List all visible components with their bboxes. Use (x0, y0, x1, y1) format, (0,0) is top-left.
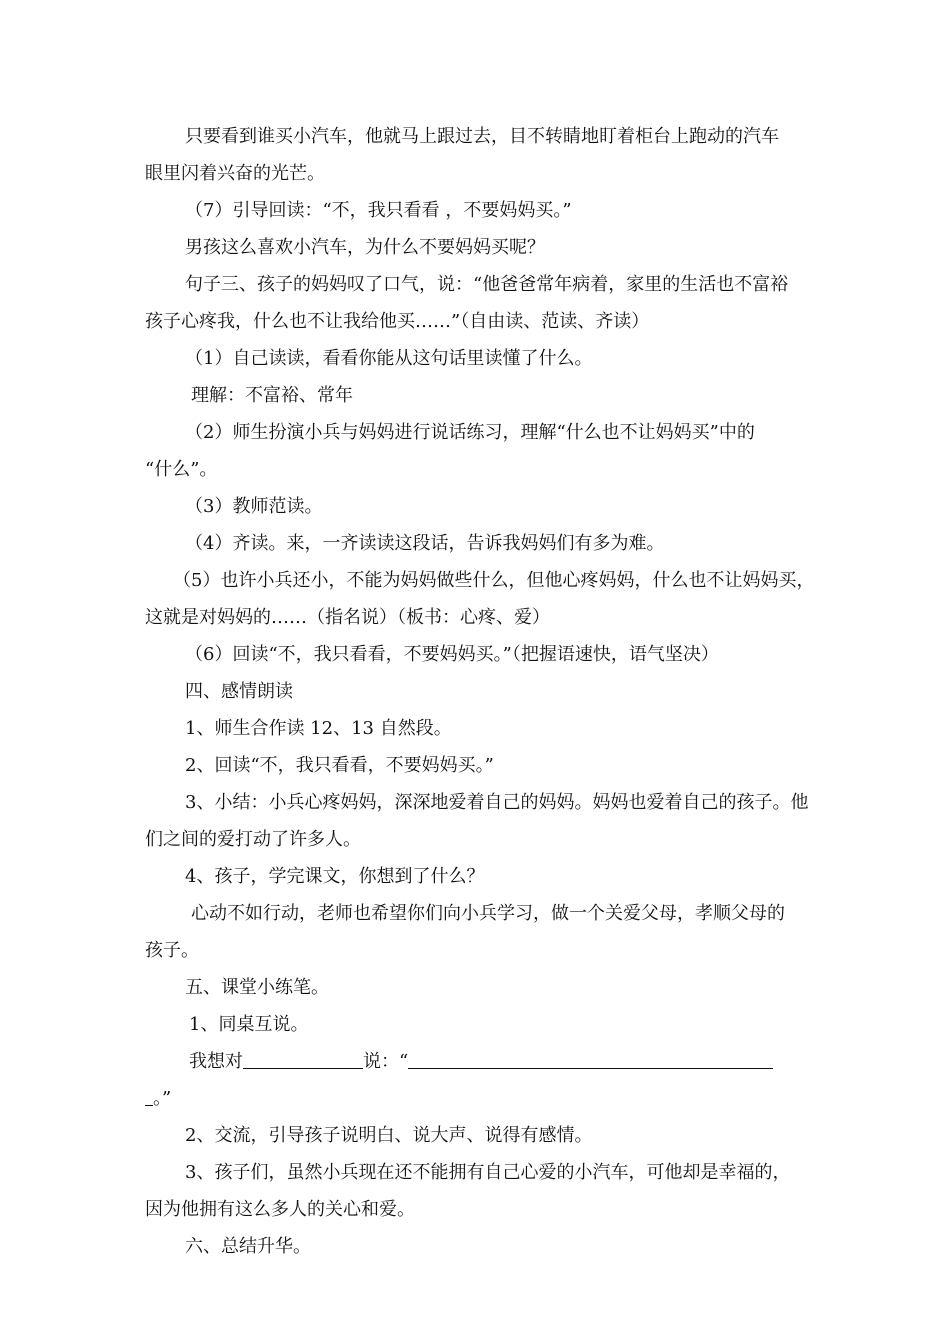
section-heading: 四、感情朗读 (185, 681, 293, 702)
paragraph-line: （4）齐读。来，一齐读读这段话，告诉我妈妈们有多为难。 (185, 533, 665, 554)
blank-speech-end[interactable] (145, 1087, 153, 1106)
paragraph-line: 理解：不富裕、常年 (191, 385, 353, 406)
blank-name[interactable] (243, 1050, 363, 1069)
paragraph-line: 4、孩子，学完课文，你想到了什么？ (185, 866, 485, 887)
paragraph-line: 3、孩子们，虽然小兵现在还不能拥有自己心爱的小汽车，可他却是幸福的， (185, 1162, 791, 1183)
fill-middle: 说：“ (363, 1051, 409, 1072)
paragraph-line: （6）回读“不，我只看看，不要妈妈买。”（把握语速快，语气坚决） (185, 644, 719, 665)
paragraph-line: 2、交流，引导孩子说明白、说大声、说得有感情。 (185, 1125, 593, 1146)
paragraph-line: 2、回读“不，我只看看，不要妈妈买。” (185, 755, 494, 776)
paragraph-line: 1、同桌互说。 (189, 1014, 309, 1035)
paragraph-line: （5）也许小兵还小，不能为妈妈做些什么，但他心疼妈妈，什么也不让妈妈买， (173, 570, 815, 591)
paragraph-line: 1、师生合作读 12、13 自然段。 (185, 718, 452, 739)
fill-in-line-end (145, 1080, 810, 1117)
fill-in-line (145, 1043, 810, 1080)
paragraph-line: 因为他拥有这么多人的关心和爱。 (145, 1199, 415, 1220)
paragraph-line: （2）师生扮演小兵与妈妈进行说话练习，理解“什么也不让妈妈买”中的 (185, 422, 755, 443)
blank-speech[interactable] (408, 1050, 773, 1069)
paragraph-line: 男孩这么喜欢小汽车，为什么不要妈妈买呢？ (185, 237, 545, 258)
paragraph-line: 们之间的爱打动了许多人。 (145, 829, 361, 850)
paragraph-line: （1）自己读读，看看你能从这句话里读懂了什么。 (185, 348, 593, 369)
section-heading: 六、总结升华。 (185, 1236, 311, 1257)
paragraph-line: 3、小结：小兵心疼妈妈，深深地爱着自己的妈妈。妈妈也爱着自己的孩子。他 (185, 792, 809, 813)
body-text (145, 118, 815, 1265)
paragraph-line: 只要看到谁买小汽车，他就马上跟过去，目不转睛地盯着柜台上跑动的汽车 (185, 126, 779, 147)
paragraph-line: “什么”。 (145, 459, 218, 480)
section-heading: 五、课堂小练笔。 (185, 977, 329, 998)
paragraph-line: 眼里闪着兴奋的光芒。 (145, 163, 325, 184)
paragraph-line: （7）引导回读：“不，我只看看 ，不要妈妈买。” (185, 200, 572, 221)
fill-prefix: 我想对 (189, 1051, 243, 1072)
paragraph-line: 孩子。 (145, 940, 199, 961)
paragraph-line: 句子三、孩子的妈妈叹了口气，说：“他爸爸常年病着，家里的生活也不富裕 (185, 274, 789, 295)
fill-suffix: 。” (153, 1088, 172, 1109)
paragraph-line: 这就是对妈妈的……（指名说）（板书：心疼、爱） (145, 607, 550, 628)
paragraph-line: 孩子心疼我，什么也不让我给他买……”（自由读、范读、齐读） (145, 311, 650, 332)
paragraph-line: （3）教师范读。 (185, 496, 323, 517)
paragraph-line: 心动不如行动，老师也希望你们向小兵学习，做一个关爱父母，孝顺父母的 (191, 903, 785, 924)
